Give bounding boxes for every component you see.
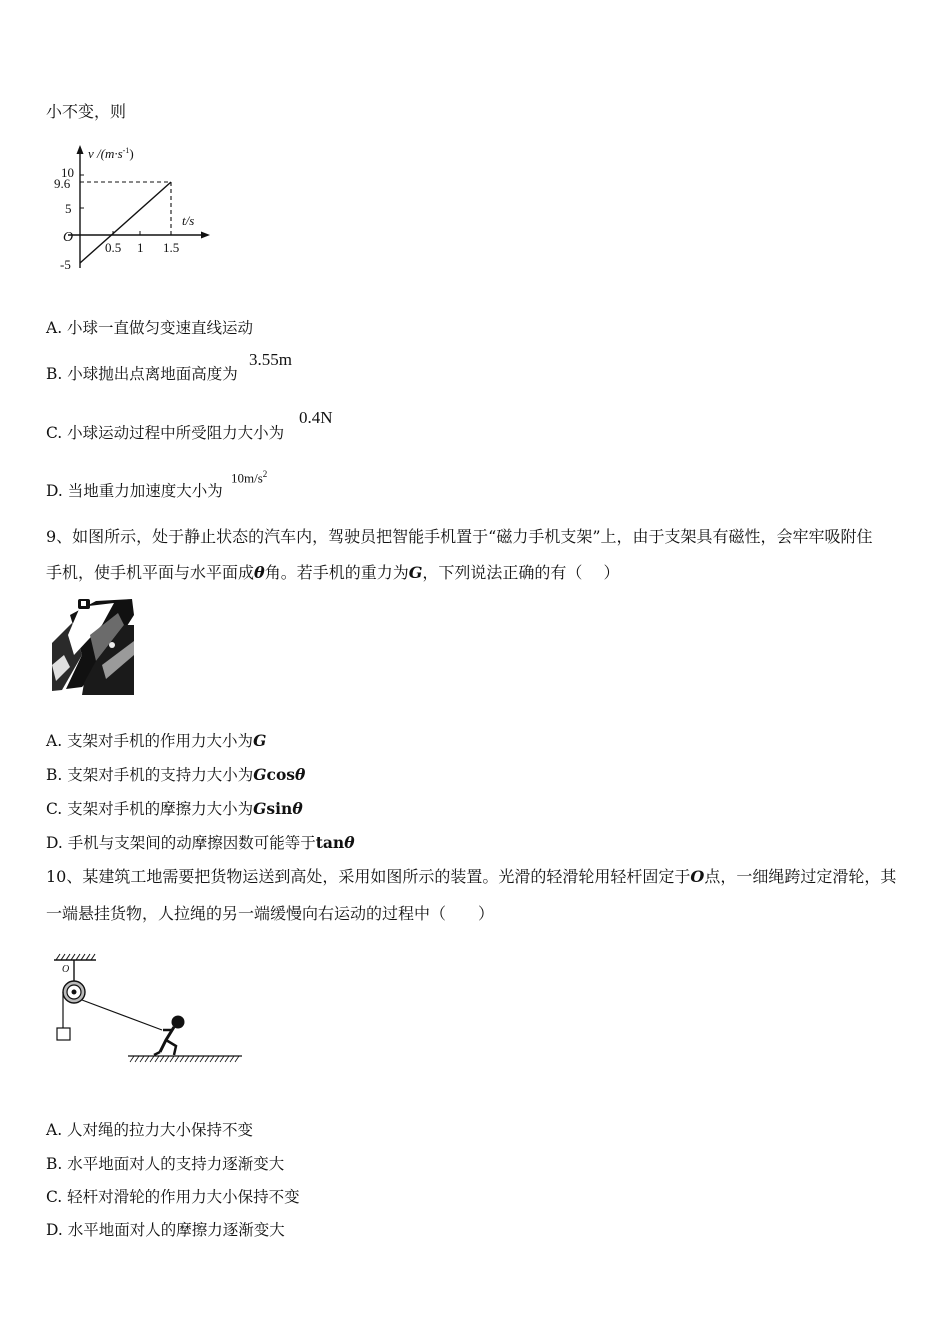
q8-option-c: C. 小球运动过程中所受阻力大小为 xyxy=(46,424,285,442)
person-head xyxy=(172,1016,185,1029)
graph-x-arrow xyxy=(201,232,210,239)
pulley-point-o-label: O xyxy=(62,964,70,975)
q8-option-b-value: 3.55m xyxy=(249,350,292,369)
graph-origin-label: O xyxy=(63,230,74,245)
velocity-time-graph xyxy=(52,140,222,275)
q10-stem-line-1: 10、某建筑工地需要把货物运送到高处，采用如图所示的装置。光滑的轻滑轮用轻杆固定于O点，一细绳跨过定滑轮，其 xyxy=(46,867,897,886)
graph-x-tick-1.5: 1.5 xyxy=(163,240,180,255)
q10-stem-line-2: 一端悬挂货物，人拉绳的另一端缓慢向右运动的过程中（ ） xyxy=(46,904,495,923)
graph-x-tick-0.5: 0.5 xyxy=(105,240,122,255)
graph-axis-t-label: t/s xyxy=(182,213,195,228)
q9-option-b: B. 支架对手机的支持力大小为Gcosθ xyxy=(46,765,306,784)
graph-y-tick-9.6: 9.6 xyxy=(54,176,71,191)
q9-stem-line-1: 9、如图所示，处于静止状态的汽车内，驾驶员把智能手机置于“磁力手机支架”上，由于支架具有磁性，会牢牢吸附住 xyxy=(46,527,873,546)
question-continuation-text: 小不变，则 xyxy=(46,102,127,121)
graph-y-tick-neg5: -5 xyxy=(60,257,71,272)
graph-y-arrow xyxy=(77,145,84,154)
q10-option-d: D. 水平地面对人的摩擦力逐渐变大 xyxy=(46,1221,285,1239)
q8-option-c-value: 0.4N xyxy=(299,408,333,427)
q8-option-d: D. 当地重力加速度大小为 xyxy=(46,482,223,500)
q8-option-a: A. 小球一直做匀变速直线运动 xyxy=(46,319,254,337)
cargo-box xyxy=(57,1028,70,1040)
q10-option-b: B. 水平地面对人的支持力逐渐变大 xyxy=(46,1155,285,1173)
rope-to-person xyxy=(82,1000,162,1030)
graph-axis-v-label: v $/(m\cdot s^{-1})$ xyxy=(88,146,134,161)
phone-holder-photo xyxy=(52,595,136,695)
graph-x-tick-1: 1 xyxy=(137,240,144,255)
q9-option-d: D. 手机与支架间的动摩擦因数可能等于tanθ xyxy=(46,833,355,852)
pulley-figure xyxy=(50,952,246,1064)
graph-y-tick-5: 5 xyxy=(65,201,72,216)
graph-velocity-line xyxy=(80,182,171,263)
q10-option-c: C. 轻杆对滑轮的作用力大小保持不变 xyxy=(46,1188,300,1206)
q8-option-b: B. 小球抛出点离地面高度为 xyxy=(46,365,238,383)
q9-option-a: A. 支架对手机的作用力大小为G xyxy=(46,731,267,750)
q8-option-d-value: $10m/s^2$ xyxy=(231,469,268,486)
graph-y-tick-10: 10 xyxy=(61,165,74,180)
q10-option-a: A. 人对绳的拉力大小保持不变 xyxy=(46,1121,254,1139)
q9-stem-line-2: 手机，使手机平面与水平面成θ角。若手机的重力为G，下列说法正确的有（ ） xyxy=(46,563,620,582)
q9-option-c: C. 支架对手机的摩擦力大小为Gsinθ xyxy=(46,799,303,818)
